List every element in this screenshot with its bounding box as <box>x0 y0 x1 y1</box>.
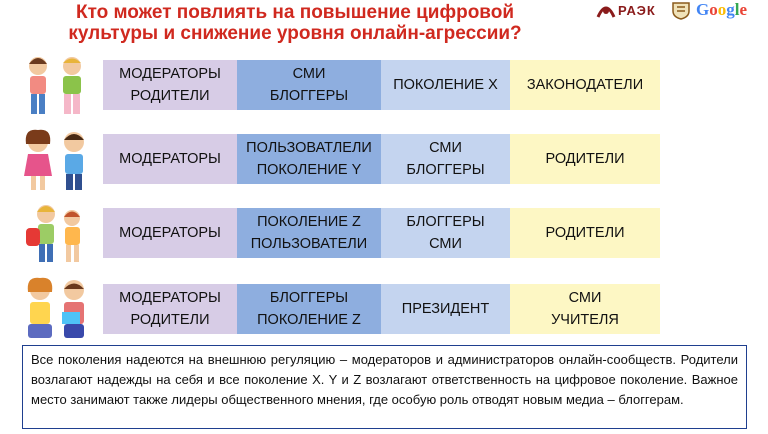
summary-note: Все поколения надеются на внешнюю регуляцию – модераторов и администраторов онлайн-сообществ. Родители возлагают надежды на себя и все поколение X. Y и Z возлагают ответственность на цифровое поколение. Важное место занимают также лидеры общественного мнения, где особую роль отводят новым медиа – блоггерам. <box>22 345 747 429</box>
boy-girl-icon <box>12 52 100 124</box>
cell-3-1: МОДЕРАТОРЫ <box>103 208 237 258</box>
cell-3-4: РОДИТЕЛИ <box>510 208 660 258</box>
cell-2-4: РОДИТЕЛИ <box>510 134 660 184</box>
generation-row-3 <box>0 208 768 268</box>
children-reading-icon <box>12 276 100 348</box>
cell-1-3: ПОКОЛЕНИЕ X <box>381 60 510 110</box>
cell-1-1: МОДЕРАТОРЫ РОДИТЕЛИ <box>103 60 237 110</box>
title-line-2: культуры и снижение уровня онлайн-агрессии? <box>68 23 522 44</box>
cell-4-3: ПРЕЗИДЕНТ <box>381 284 510 334</box>
raek-logo-icon <box>596 1 616 19</box>
cell-1-4: ЗАКОНОДАТЕЛИ <box>510 60 660 110</box>
cell-2-1: МОДЕРАТОРЫ <box>103 134 237 184</box>
title-line-1: Кто может повлиять на повышение цифровой <box>75 2 515 23</box>
generation-row-2 <box>0 134 768 194</box>
cell-4-4: СМИ УЧИТЕЛЯ <box>510 284 660 334</box>
logos <box>592 0 768 22</box>
cell-3-3: БЛОГГЕРЫ СМИ <box>381 208 510 258</box>
cell-4-2: БЛОГГЕРЫ ПОКОЛЕНИЕ Z <box>237 284 381 334</box>
generation-row-1 <box>0 60 768 120</box>
children-with-backpack-icon <box>12 200 100 272</box>
slide-title <box>0 2 590 44</box>
google-logo: Google <box>696 0 748 19</box>
cell-2-3: СМИ БЛОГГЕРЫ <box>381 134 510 184</box>
cell-3-2: ПОКОЛЕНИЕ Z ПОЛЬЗОВАТЕЛИ <box>237 208 381 258</box>
children-icon <box>12 126 100 198</box>
cell-2-2: ПОЛЬЗОВАТЛЕЛИ ПОКОЛЕНИЕ Y <box>237 134 381 184</box>
cell-4-1: МОДЕРАТОРЫ РОДИТЕЛИ <box>103 284 237 334</box>
generation-row-4 <box>0 284 768 344</box>
cell-1-2: СМИ БЛОГГЕРЫ <box>237 60 381 110</box>
raek-logo: РАЭК <box>618 3 656 18</box>
crest-logo-icon <box>670 0 692 20</box>
